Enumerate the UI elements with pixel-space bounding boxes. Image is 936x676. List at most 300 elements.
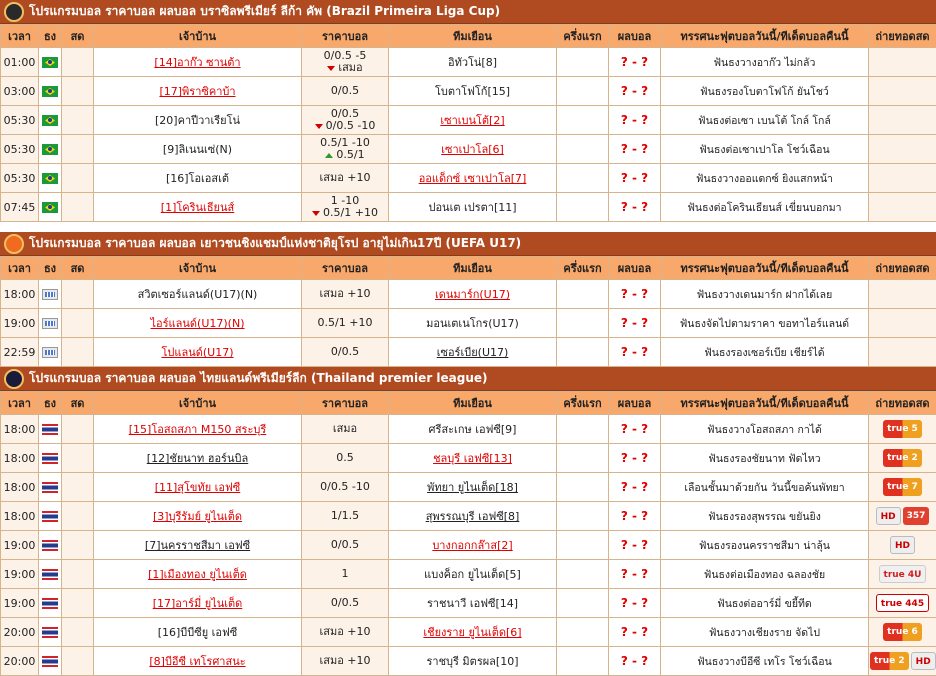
match-tip: ฟันธงต่อโครินเธียนส์ เขี่ยนบอกมา bbox=[661, 193, 869, 222]
home-team-cell bbox=[94, 106, 302, 135]
odds-cell bbox=[302, 48, 389, 77]
home-team-cell bbox=[94, 531, 302, 560]
result-score: ? - ? bbox=[609, 502, 661, 531]
odds-cell bbox=[302, 502, 389, 531]
odds-cell bbox=[302, 415, 389, 444]
result-score: ? - ? bbox=[609, 77, 661, 106]
home-team-link[interactable]: [9]ลิเนนเซ่(N) bbox=[163, 143, 232, 156]
result-score: ? - ? bbox=[609, 280, 661, 309]
tv-channel-logo[interactable]: true 2 bbox=[870, 652, 909, 670]
away-team-link[interactable]: ศรีสะเกษ เอฟซี[9] bbox=[429, 423, 517, 436]
match-tip: ฟันธงต่อเซาเปาโล โชว์เฉือน bbox=[661, 135, 869, 164]
home-team-link[interactable]: [15]โอสถสภา M150 สระบุรี bbox=[129, 423, 267, 436]
match-time: 05:30 bbox=[1, 164, 39, 193]
away-team-link[interactable]: แบงค็อก ยูไนเต็ด[5] bbox=[424, 568, 521, 581]
table-row[interactable] bbox=[1, 106, 936, 135]
col-header-flag: ธง bbox=[39, 25, 62, 48]
country-flag-icon bbox=[42, 598, 58, 609]
col-header-flag: ธง bbox=[39, 257, 62, 280]
table-row[interactable] bbox=[1, 280, 936, 309]
half-time-cell bbox=[557, 531, 609, 560]
table-row[interactable] bbox=[1, 338, 936, 367]
table-row[interactable] bbox=[1, 444, 936, 473]
tv-channel-cell bbox=[869, 48, 936, 77]
home-team-link[interactable]: [16]โอเอสเต้ bbox=[166, 172, 229, 185]
half-time-cell bbox=[557, 135, 609, 164]
table-row[interactable] bbox=[1, 618, 936, 647]
match-time: 20:00 bbox=[1, 618, 39, 647]
table-row[interactable] bbox=[1, 48, 936, 77]
tv-channel-logo[interactable]: HD bbox=[876, 507, 901, 525]
match-tip: ฟันธงรองนครราชสีมา น่าลุ้น bbox=[661, 531, 869, 560]
away-team-link[interactable]: อิทัวโน่[8] bbox=[448, 56, 497, 69]
home-team-link[interactable]: สวิตเซอร์แลนด์(U17)(N) bbox=[138, 288, 258, 301]
odds-line: เสมอ +10 bbox=[302, 288, 388, 300]
live-cell bbox=[62, 338, 94, 367]
col-header-half: ครึ่งแรก bbox=[557, 392, 609, 415]
result-score: ? - ? bbox=[609, 444, 661, 473]
half-time-cell bbox=[557, 338, 609, 367]
match-time: 18:00 bbox=[1, 473, 39, 502]
match-tip: ฟันธงรองสุพรรณ ขยันยิง bbox=[661, 502, 869, 531]
half-time-cell bbox=[557, 48, 609, 77]
home-team-cell bbox=[94, 280, 302, 309]
flag-cell bbox=[39, 106, 62, 135]
away-team-link[interactable]: ชลบุรี เอฟซี[13] bbox=[433, 452, 512, 465]
home-team-cell bbox=[94, 415, 302, 444]
tv-channel-cell bbox=[869, 444, 936, 473]
away-team-cell bbox=[389, 531, 557, 560]
home-team-cell bbox=[94, 309, 302, 338]
odds-cell bbox=[302, 589, 389, 618]
result-score: ? - ? bbox=[609, 415, 661, 444]
home-team-link[interactable]: [7]นครราชสีมา เอฟซี bbox=[145, 539, 250, 552]
league-title-bar bbox=[0, 0, 936, 24]
away-team-cell bbox=[389, 48, 557, 77]
tv-channel-logo[interactable]: 357 bbox=[903, 507, 930, 525]
table-row[interactable] bbox=[1, 502, 936, 531]
col-header-time: เวลา bbox=[1, 392, 39, 415]
col-header-home: เจ้าบ้าน bbox=[94, 392, 302, 415]
col-header-result: ผลบอล bbox=[609, 257, 661, 280]
live-cell bbox=[62, 193, 94, 222]
col-header-tv: ถ่ายทอดสด bbox=[869, 392, 936, 415]
away-team-link[interactable]: ราชนาวี เอฟซี[14] bbox=[427, 597, 518, 610]
tv-channel-logo[interactable]: true 7 bbox=[883, 478, 922, 496]
league-title-bar bbox=[0, 232, 936, 256]
tv-channel-cell bbox=[869, 193, 936, 222]
away-team-link[interactable]: ปอนเต เปรตา[11] bbox=[428, 201, 516, 214]
tv-channel-logo[interactable]: HD bbox=[890, 536, 915, 554]
odds-line: เสมอ +10 bbox=[302, 626, 388, 638]
tv-channel-cell bbox=[869, 164, 936, 193]
odds-cell bbox=[302, 309, 389, 338]
home-team-link[interactable]: [8]บีอีซี เทโรศาสนะ bbox=[149, 655, 245, 668]
home-team-cell bbox=[94, 77, 302, 106]
tv-channel-logo[interactable]: true 6 bbox=[883, 623, 922, 641]
away-team-link[interactable]: เซาเบนโต้[2] bbox=[440, 114, 504, 127]
live-cell bbox=[62, 280, 94, 309]
country-flag-icon bbox=[42, 511, 58, 522]
odds-line: 1 bbox=[302, 568, 388, 580]
match-time: 18:00 bbox=[1, 502, 39, 531]
live-cell bbox=[62, 502, 94, 531]
flag-cell bbox=[39, 502, 62, 531]
away-team-cell bbox=[389, 589, 557, 618]
match-tip: ฟันธงจัดไปตามราคา ขอทาไอร์แลนด์ bbox=[661, 309, 869, 338]
home-team-cell bbox=[94, 338, 302, 367]
half-time-cell bbox=[557, 77, 609, 106]
match-time: 18:00 bbox=[1, 280, 39, 309]
home-team-link[interactable]: [17]พิราซิคาบ้า bbox=[159, 85, 235, 98]
away-team-link[interactable]: พัทยา ยูไนเต็ด[18] bbox=[427, 481, 518, 494]
match-tip: ฟันธงวางออแดกซ์ ยิงแสกหน้า bbox=[661, 164, 869, 193]
odds-cell bbox=[302, 164, 389, 193]
flag-cell bbox=[39, 309, 62, 338]
live-cell bbox=[62, 473, 94, 502]
country-flag-icon bbox=[42, 424, 58, 435]
odds-line: 0/0.5 bbox=[302, 85, 388, 97]
country-flag-icon bbox=[42, 57, 58, 68]
table-row[interactable] bbox=[1, 589, 936, 618]
odds-cell bbox=[302, 135, 389, 164]
tv-channel-cell bbox=[869, 647, 936, 676]
col-header-tip: ทรรศนะฟุตบอลวันนี้/ทีเด็ดบอลคืนนี้ bbox=[661, 392, 869, 415]
country-flag-icon bbox=[42, 289, 58, 300]
home-team-link[interactable]: [3]บุรีรัมย์ ยูไนเต็ด bbox=[153, 510, 242, 523]
odds-line: 0/0.5 -10 bbox=[302, 481, 388, 493]
flag-cell bbox=[39, 164, 62, 193]
tv-channel-cell bbox=[869, 106, 936, 135]
odds-line: 0/0.5 bbox=[302, 108, 388, 120]
home-team-cell bbox=[94, 560, 302, 589]
match-time: 07:45 bbox=[1, 193, 39, 222]
odds-line: 1 -10 bbox=[302, 195, 388, 207]
result-score: ? - ? bbox=[609, 531, 661, 560]
match-time: 01:00 bbox=[1, 48, 39, 77]
country-flag-icon bbox=[42, 318, 58, 329]
table-row[interactable] bbox=[1, 415, 936, 444]
match-time: 19:00 bbox=[1, 560, 39, 589]
live-cell bbox=[62, 531, 94, 560]
tv-channel-logo[interactable]: true 445 bbox=[876, 594, 929, 612]
country-flag-icon bbox=[42, 202, 58, 213]
away-team-cell bbox=[389, 647, 557, 676]
flag-cell bbox=[39, 647, 62, 676]
tv-channel-cell bbox=[869, 415, 936, 444]
home-team-cell bbox=[94, 164, 302, 193]
away-team-link[interactable]: โบตาโฟโก้[15] bbox=[435, 85, 510, 98]
home-team-cell bbox=[94, 135, 302, 164]
odds-line: เสมอ bbox=[302, 423, 388, 435]
flag-cell bbox=[39, 444, 62, 473]
table-row[interactable] bbox=[1, 560, 936, 589]
col-header-tip: ทรรศนะฟุตบอลวันนี้/ทีเด็ดบอลคืนนี้ bbox=[661, 25, 869, 48]
live-cell bbox=[62, 48, 94, 77]
tv-channel-cell bbox=[869, 473, 936, 502]
half-time-cell bbox=[557, 106, 609, 135]
away-team-cell bbox=[389, 473, 557, 502]
flag-cell bbox=[39, 280, 62, 309]
away-team-link[interactable]: เชียงราย ยูไนเต็ด[6] bbox=[423, 626, 521, 639]
half-time-cell bbox=[557, 164, 609, 193]
match-tip: ฟันธงรองเซอร์เบีย เชียร์ได้ bbox=[661, 338, 869, 367]
flag-cell bbox=[39, 473, 62, 502]
home-team-link[interactable]: ไอร์แลนด์(U17)(N) bbox=[151, 317, 245, 330]
half-time-cell bbox=[557, 415, 609, 444]
col-header-tv: ถ่ายทอดสด bbox=[869, 25, 936, 48]
country-flag-icon bbox=[42, 173, 58, 184]
table-row[interactable] bbox=[1, 135, 936, 164]
league-logo-icon bbox=[4, 2, 24, 22]
away-team-link[interactable]: ราชบุรี มิตรผล[10] bbox=[426, 655, 518, 668]
column-header-row bbox=[1, 257, 936, 280]
col-header-half: ครึ่งแรก bbox=[557, 25, 609, 48]
odds-line: 0/0.5 -5 bbox=[302, 50, 388, 62]
match-time: 05:30 bbox=[1, 135, 39, 164]
odds-line: 0/0.5 bbox=[302, 597, 388, 609]
odds-change: 0.5/1 +10 bbox=[302, 207, 388, 219]
live-cell bbox=[62, 309, 94, 338]
tv-channel-cell bbox=[869, 309, 936, 338]
half-time-cell bbox=[557, 309, 609, 338]
away-team-link[interactable]: บางกอกกล๊าส[2] bbox=[432, 539, 512, 552]
live-cell bbox=[62, 164, 94, 193]
col-header-home: เจ้าบ้าน bbox=[94, 25, 302, 48]
result-score: ? - ? bbox=[609, 338, 661, 367]
result-score: ? - ? bbox=[609, 164, 661, 193]
home-team-cell bbox=[94, 473, 302, 502]
match-tip: ฟันธงวางเชียงราย จัดไป bbox=[661, 618, 869, 647]
country-flag-icon bbox=[42, 656, 58, 667]
match-tip: ฟันธงรองโบตาโฟโก้ ยันโชว์ bbox=[661, 77, 869, 106]
column-header-row bbox=[1, 392, 936, 415]
league-section bbox=[0, 0, 936, 222]
table-row[interactable] bbox=[1, 309, 936, 338]
tv-channel-cell bbox=[869, 135, 936, 164]
col-header-tv: ถ่ายทอดสด bbox=[869, 257, 936, 280]
away-team-link[interactable]: ออแด็กซ์ เซาเปาโล[7] bbox=[419, 172, 527, 185]
col-header-odds: ราคาบอล bbox=[302, 392, 389, 415]
match-table bbox=[0, 24, 936, 222]
match-tip: เลือนชั้นมาด้วยกัน วันนี้ขอค้นพัทยา bbox=[661, 473, 869, 502]
match-tip: ฟันธงรองชัยนาท ฟัดไหว bbox=[661, 444, 869, 473]
table-row[interactable] bbox=[1, 193, 936, 222]
home-team-link[interactable]: [1]โครินเธียนส์ bbox=[161, 201, 234, 214]
away-team-cell bbox=[389, 560, 557, 589]
away-team-cell bbox=[389, 444, 557, 473]
flag-cell bbox=[39, 618, 62, 647]
flag-cell bbox=[39, 531, 62, 560]
table-row[interactable] bbox=[1, 531, 936, 560]
flag-cell bbox=[39, 135, 62, 164]
match-tip: ฟันธงวางบีอีซี เทโร โชว์เฉือน bbox=[661, 647, 869, 676]
live-cell bbox=[62, 647, 94, 676]
odds-line: เสมอ +10 bbox=[302, 655, 388, 667]
col-header-live: สด bbox=[62, 392, 94, 415]
col-header-away: ทีมเยือน bbox=[389, 257, 557, 280]
col-header-odds: ราคาบอล bbox=[302, 257, 389, 280]
home-team-cell bbox=[94, 193, 302, 222]
match-time: 19:00 bbox=[1, 589, 39, 618]
col-header-tip: ทรรศนะฟุตบอลวันนี้/ทีเด็ดบอลคืนนี้ bbox=[661, 257, 869, 280]
result-score: ? - ? bbox=[609, 135, 661, 164]
tv-channel-cell bbox=[869, 338, 936, 367]
home-team-link[interactable]: [12]ชัยนาท ฮอร์นบิล bbox=[147, 452, 248, 465]
league-logo-icon bbox=[4, 369, 24, 389]
away-team-cell bbox=[389, 502, 557, 531]
tv-channel-cell bbox=[869, 560, 936, 589]
live-cell bbox=[62, 618, 94, 647]
col-header-live: สด bbox=[62, 257, 94, 280]
odds-cell bbox=[302, 77, 389, 106]
flag-cell bbox=[39, 193, 62, 222]
match-tip: ฟันธงต่อเมืองทอง ฉลองชัย bbox=[661, 560, 869, 589]
odds-line: 0.5 bbox=[302, 452, 388, 464]
country-flag-icon bbox=[42, 115, 58, 126]
tv-channel-logo[interactable]: HD bbox=[911, 652, 936, 670]
result-score: ? - ? bbox=[609, 618, 661, 647]
result-score: ? - ? bbox=[609, 473, 661, 502]
home-team-cell bbox=[94, 589, 302, 618]
result-score: ? - ? bbox=[609, 309, 661, 338]
odds-cell bbox=[302, 531, 389, 560]
tv-channel-cell bbox=[869, 77, 936, 106]
live-cell bbox=[62, 589, 94, 618]
half-time-cell bbox=[557, 444, 609, 473]
result-score: ? - ? bbox=[609, 560, 661, 589]
odds-cell bbox=[302, 560, 389, 589]
half-time-cell bbox=[557, 502, 609, 531]
result-score: ? - ? bbox=[609, 647, 661, 676]
flag-cell bbox=[39, 338, 62, 367]
away-team-cell bbox=[389, 280, 557, 309]
half-time-cell bbox=[557, 589, 609, 618]
match-tip: ฟันธงวางเดนมาร์ก ฝากได้เลย bbox=[661, 280, 869, 309]
result-score: ? - ? bbox=[609, 589, 661, 618]
odds-line: เสมอ +10 bbox=[302, 172, 388, 184]
result-score: ? - ? bbox=[609, 193, 661, 222]
col-header-half: ครึ่งแรก bbox=[557, 257, 609, 280]
odds-cell bbox=[302, 647, 389, 676]
odds-cell bbox=[302, 444, 389, 473]
half-time-cell bbox=[557, 193, 609, 222]
odds-line: 0.5/1 +10 bbox=[302, 317, 388, 329]
country-flag-icon bbox=[42, 453, 58, 464]
home-team-link[interactable]: [17]อาร์มี่ ยูไนเต็ด bbox=[153, 597, 243, 610]
odds-cell bbox=[302, 106, 389, 135]
tv-channel-logo[interactable]: true 5 bbox=[883, 420, 922, 438]
table-row[interactable] bbox=[1, 647, 936, 676]
flag-cell bbox=[39, 589, 62, 618]
home-team-link[interactable]: [16]บีบีซียู เอฟซี bbox=[158, 626, 238, 639]
away-team-link[interactable]: มอนเตเนโกร(U17) bbox=[426, 317, 519, 330]
tv-channel-logo[interactable]: true 4U bbox=[879, 565, 927, 583]
away-team-cell bbox=[389, 77, 557, 106]
country-flag-icon bbox=[42, 540, 58, 551]
odds-cell bbox=[302, 280, 389, 309]
tv-channel-cell bbox=[869, 280, 936, 309]
match-table bbox=[0, 256, 936, 367]
away-team-link[interactable]: เซาเปาโล[6] bbox=[441, 143, 504, 156]
away-team-link[interactable]: สุพรรณบุรี เอฟซี[8] bbox=[426, 510, 520, 523]
col-header-result: ผลบอล bbox=[609, 25, 661, 48]
league-title: โปรแกรมบอล ราคาบอล ผลบอล บราซิลพรีเมียร์ ลีก้า คัพ (Brazil Primeira Liga Cup) bbox=[29, 2, 500, 21]
odds-cell bbox=[302, 473, 389, 502]
country-flag-icon bbox=[42, 627, 58, 638]
result-score: ? - ? bbox=[609, 106, 661, 135]
flag-cell bbox=[39, 48, 62, 77]
home-team-cell bbox=[94, 48, 302, 77]
home-team-link[interactable]: [1]เมืองทอง ยูไนเต็ด bbox=[148, 568, 247, 581]
match-tip: ฟันธงต่อเซา เบนโต้ โกล์ โกล์ bbox=[661, 106, 869, 135]
home-team-cell bbox=[94, 444, 302, 473]
col-header-home: เจ้าบ้าน bbox=[94, 257, 302, 280]
half-time-cell bbox=[557, 473, 609, 502]
away-team-link[interactable]: เซอร์เบีย(U17) bbox=[437, 346, 509, 359]
col-header-flag: ธง bbox=[39, 392, 62, 415]
match-tip: ฟันธงต่ออาร์มี่ ขยี้ทีด bbox=[661, 589, 869, 618]
odds-line: 1/1.5 bbox=[302, 510, 388, 522]
home-team-cell bbox=[94, 618, 302, 647]
half-time-cell bbox=[557, 280, 609, 309]
odds-change: 0.5/1 bbox=[302, 149, 388, 161]
result-score: ? - ? bbox=[609, 48, 661, 77]
away-team-cell bbox=[389, 106, 557, 135]
match-time: 03:00 bbox=[1, 77, 39, 106]
home-team-link[interactable]: โปแลนด์(U17) bbox=[161, 346, 233, 359]
col-header-time: เวลา bbox=[1, 257, 39, 280]
home-team-link[interactable]: [20]คาปีวาเรียโน่ bbox=[155, 114, 240, 127]
match-time: 20:00 bbox=[1, 647, 39, 676]
odds-line: 0.5/1 -10 bbox=[302, 137, 388, 149]
match-tip: ฟันธงวางโอสถสภา กาได้ bbox=[661, 415, 869, 444]
odds-change: เสมอ bbox=[302, 62, 388, 74]
tv-channel-cell bbox=[869, 531, 936, 560]
flag-cell bbox=[39, 560, 62, 589]
away-team-cell bbox=[389, 415, 557, 444]
home-team-link[interactable]: [14]อาก๊ว ซานต้า bbox=[154, 56, 240, 69]
away-team-cell bbox=[389, 309, 557, 338]
away-team-cell bbox=[389, 338, 557, 367]
table-row[interactable] bbox=[1, 77, 936, 106]
league-logo-icon bbox=[4, 234, 24, 254]
tv-channel-cell bbox=[869, 502, 936, 531]
away-team-cell bbox=[389, 135, 557, 164]
odds-cell bbox=[302, 338, 389, 367]
league-section bbox=[0, 232, 936, 367]
tv-channel-logo[interactable]: true 2 bbox=[883, 449, 922, 467]
odds-cell bbox=[302, 193, 389, 222]
away-team-link[interactable]: เดนมาร์ก(U17) bbox=[435, 288, 510, 301]
table-row[interactable] bbox=[1, 473, 936, 502]
away-team-cell bbox=[389, 193, 557, 222]
home-team-cell bbox=[94, 502, 302, 531]
col-header-away: ทีมเยือน bbox=[389, 392, 557, 415]
live-cell bbox=[62, 77, 94, 106]
home-team-link[interactable]: [11]สุโขทัย เอฟซี bbox=[155, 481, 241, 494]
match-time: 18:00 bbox=[1, 415, 39, 444]
flag-cell bbox=[39, 77, 62, 106]
col-header-away: ทีมเยือน bbox=[389, 25, 557, 48]
league-title: โปรแกรมบอล ราคาบอล ผลบอล เยาวชนชิงแชมป์แห่งชาติยุโรป อายุไม่เกิน17ปี (UEFA U17) bbox=[29, 234, 521, 253]
table-row[interactable] bbox=[1, 164, 936, 193]
odds-change: 0/0.5 -10 bbox=[302, 120, 388, 132]
match-table bbox=[0, 391, 936, 676]
match-time: 19:00 bbox=[1, 531, 39, 560]
match-time: 19:00 bbox=[1, 309, 39, 338]
half-time-cell bbox=[557, 618, 609, 647]
